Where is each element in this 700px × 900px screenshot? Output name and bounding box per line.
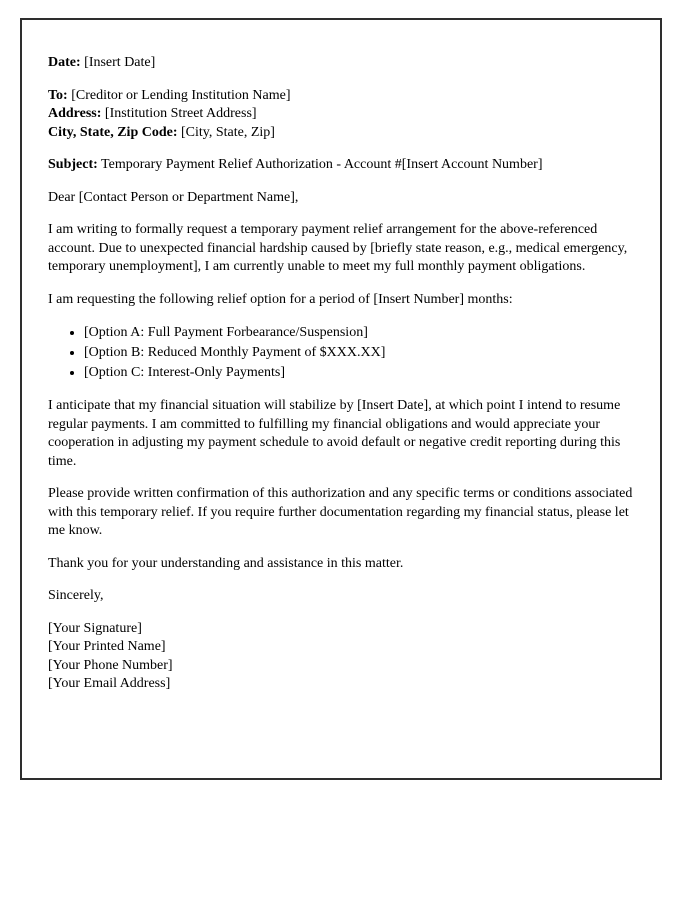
letter-container — [20, 18, 662, 780]
date-line — [48, 54, 634, 73]
address-value: [Institution Street Address] — [104, 106, 257, 121]
paragraph-stabilize: I anticipate that my financial situation will stabilize by [Insert Date], at which point I intend to resume regular payments. I am committed to fulfilling my financial obligations and would appreciate your cooperation in adjusting my payment schedule to avoid default or negative credit reporting during this time. — [48, 398, 621, 469]
paragraph-thanks: Thank you for your understanding and assistance in this matter. — [48, 555, 404, 571]
relief-option-b: • [Option B: Reduced Monthly Payment of $XXX.XX] — [84, 343, 634, 363]
paragraph-request: I am writing to formally request a temporary payment relief arrangement for the above-referenced account. Due to unexpected financial hardship caused by [briefly state reason, e.g., medical emergency, temporary unemployment], I am currently unable to meet my full monthly payment obligations. — [48, 222, 628, 274]
signature-line: [Your Signature] — [48, 620, 142, 636]
relief-option-a: • [Option A: Full Payment Forbearance/Suspension] — [84, 323, 634, 343]
closing: Sincerely, — [48, 588, 104, 603]
paragraph-confirmation: Please provide written confirmation of this authorization and any specific terms or conditions associated with this temporary relief. If you require further documentation regarding my financial status, please let me know. — [48, 486, 633, 538]
citystatezip-label: City, State, Zip Code: — [48, 124, 178, 140]
subject-value: Temporary Payment Relief Authorization - Account #[Insert Account Number] — [101, 157, 543, 172]
to-label: To: — [48, 87, 68, 103]
to-value: [Creditor or Lending Institution Name] — [71, 87, 291, 103]
recipient-block — [48, 87, 634, 143]
relief-options-list — [48, 323, 634, 383]
phone-number-line: [Your Phone Number] — [48, 657, 173, 673]
subject-label: Subject: — [48, 157, 98, 172]
paragraph-relief-intro: I am requesting the following relief option for a period of [Insert Number] months: — [48, 291, 513, 307]
address-label: Address: — [48, 106, 102, 121]
citystatezip-value: [City, State, Zip] — [181, 124, 275, 140]
email-address-line: [Your Email Address] — [48, 676, 171, 691]
date-value: [Insert Date] — [84, 55, 156, 70]
relief-option-c: • [Option C: Interest-Only Payments] — [84, 363, 634, 383]
subject-line — [48, 156, 634, 175]
printed-name-line: [Your Printed Name] — [48, 639, 166, 654]
signature-block — [48, 620, 634, 694]
salutation: Dear [Contact Person or Department Name], — [48, 189, 299, 205]
date-label: Date: — [48, 55, 81, 70]
